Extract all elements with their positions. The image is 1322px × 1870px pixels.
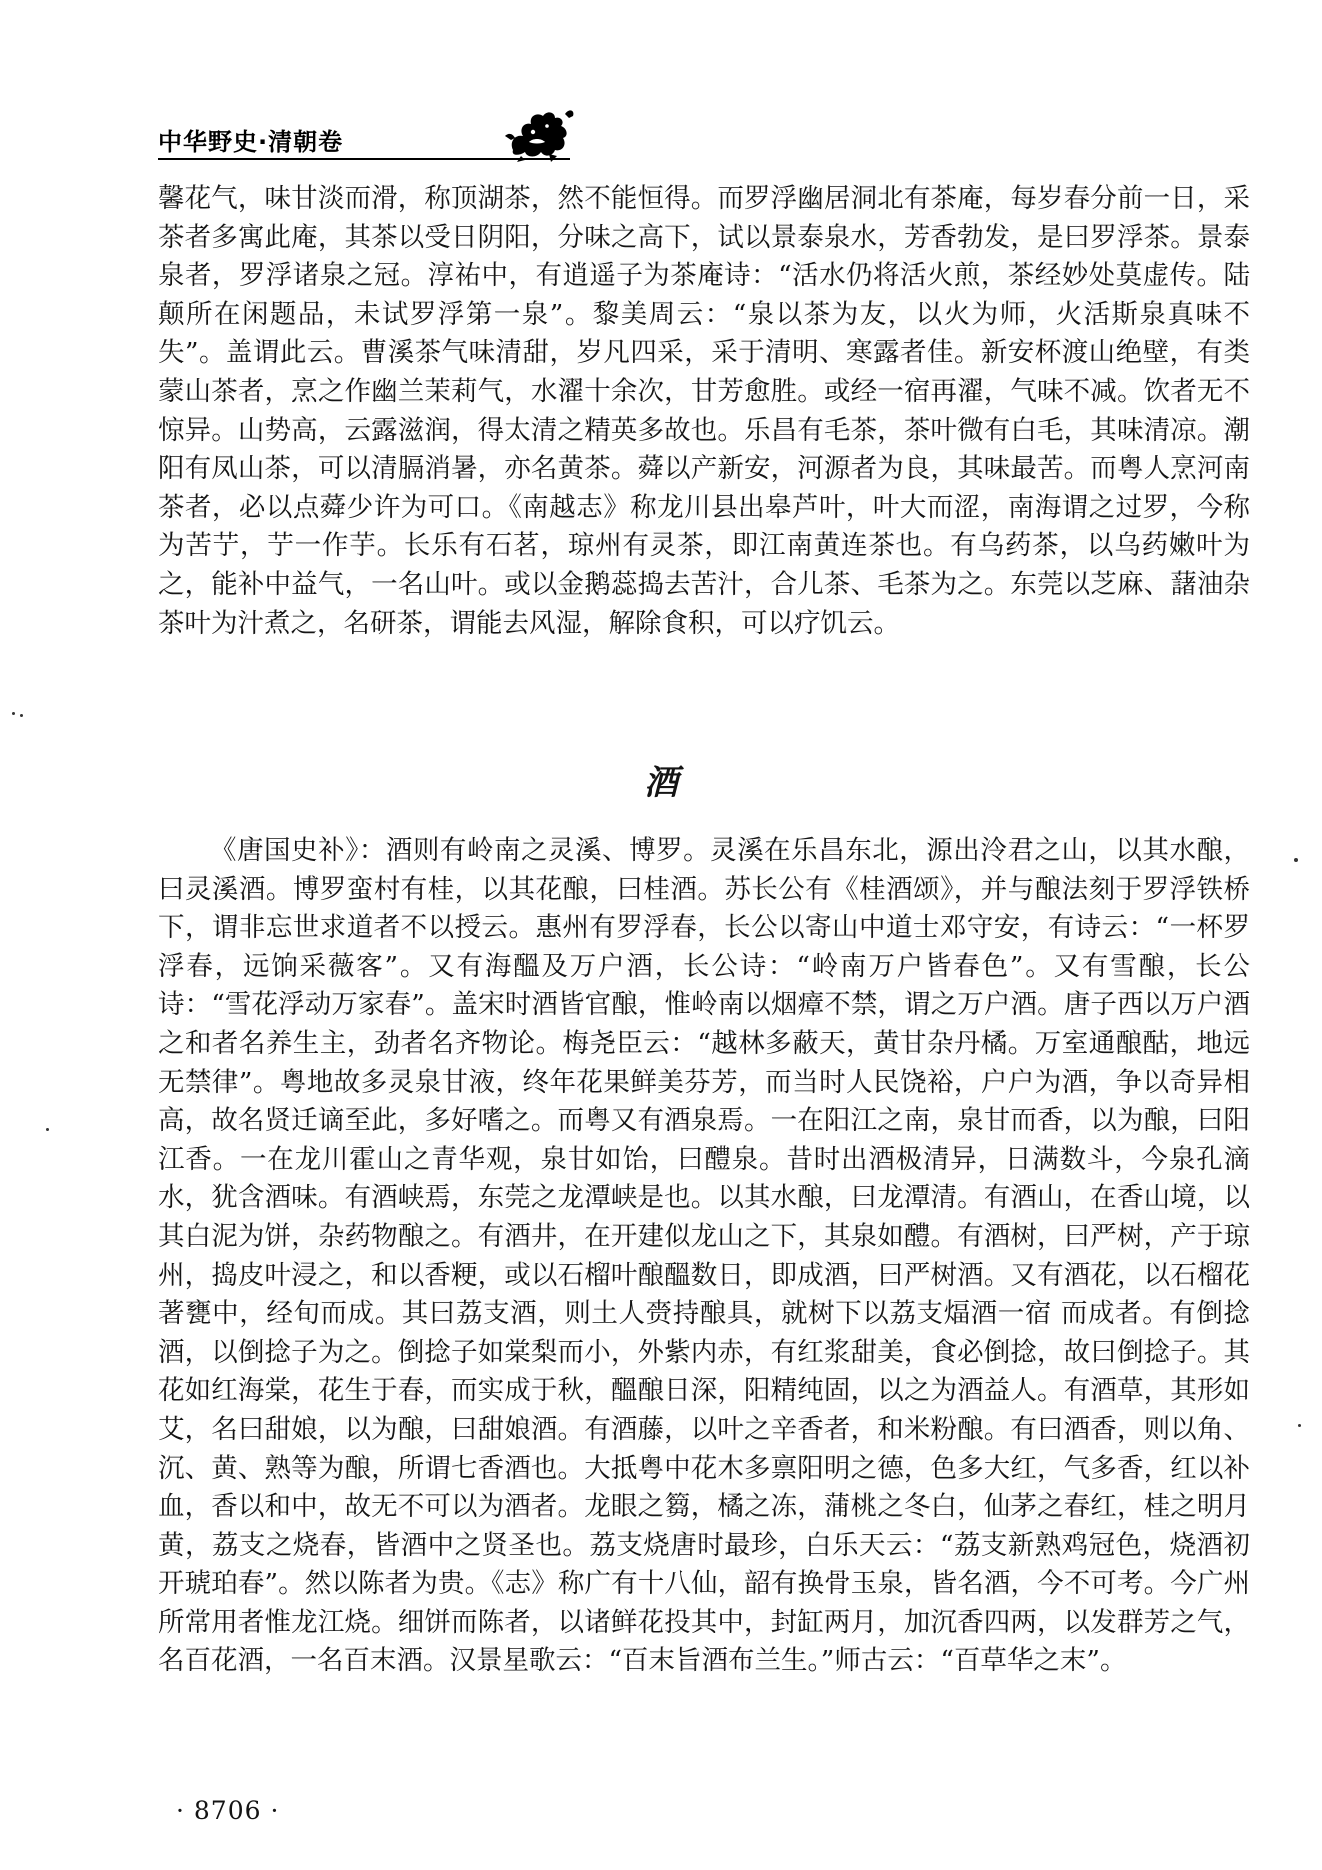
scan-speck [1294, 858, 1298, 862]
header-rule [158, 158, 570, 160]
body-paragraph-wine: 《唐国史补》：酒则有岭南之灵溪、博罗。灵溪在乐昌东北，源出泠君之山，以其水酿，曰灵溪酒。博罗蛮村有桂，以其花酿，曰桂酒。苏长公有《桂酒颂》，并与酿法刻于罗浮铁桥下，谓非忘世求道者不以授云。惠州有罗浮春，长公以寄山中道士邓守安，有诗云：“一杯罗浮春，远饷采薇客”。又有海醞及万户酒，长公诗：“岭南万户皆春色”。又有雪酿，长公诗：“雪花浮动万家春”。盖宋时酒皆官酿，惟岭南以烟瘴不禁，谓之万户酒。唐子西以万户酒之和者名养生主，劲者名齐物论。梅尧臣云：“越林多蔽天，黄甘杂丹橘。万室通酿酤，地远无禁律”。粤地故多灵泉甘液，终年花果鲜美芬芳，而当时人民饶裕，户户为酒，争以奇异相高，故名贤迁谪至此，多好嗜之。而粤又有酒泉焉。一在阳江之南，泉甘而香，以为酿，曰阳江香。一在龙川霍山之青华观，泉甘如饴，曰醴泉。昔时出酒极清异，日满数斗，今泉孔滴水，犹含酒味。有酒峡焉，东莞之龙潭峡是也。以其水酿，曰龙潭清。有酒山，在香山境，以其白泥为饼，杂药物酿之。有酒井，在开建似龙山之下，其泉如醴。有酒树，曰严树，产于琼州，捣皮叶浸之，和以香粳，或以石榴叶酿醞数日，即成酒，曰严树酒。又有酒花，以石榴花著甕中，经旬而成。其曰荔支酒，则土人赍持酿具，就树下以荔支煏酒一宿 而成者。有倒捻酒，以倒捻子为之。倒捻子如棠梨而小，外紫内赤，有红浆甜美，食必倒捻，故曰倒捻子。其花如红海棠，花生于春，而实成于秋，醞酿日深，阳精纯固，以之为酒益人。有酒草，其形如艾，名曰甜娘，以为酿，曰甜娘酒。有酒藤，以叶之辛香者，和米粉酿。有曰酒香，则以角、沉、黄、熟等为酿，所谓七香酒也。大抵粤中花木多禀阳明之德，色多大红，气多香，红以补血，香以和中，故无不可以为酒者。龙眼之篘，橘之冻，蒲桃之冬白，仙茅之春红，桂之明月黄，荔支之烧春，皆酒中之贤圣也。荔支烧唐时最珍，白乐天云：“荔支新熟鸡冠色，烧酒初开琥珀春”。然以陈者为贵。《志》称广有十八仙，韶有换骨玉泉，皆名酒，今不可考。今广州所常用者惟龙江烧。细饼而陈者，以诸鲜花投其中，封缸两月，加沉香四两，以发群芳之气，名百花酒，一名百末酒。汉景星歌云：“百末旨酒布兰生。”师古云：“百草华之末”。 [158, 835, 1250, 1677]
book-title: 中华野史·清朝卷 [158, 128, 344, 156]
scan-speck [46, 1128, 49, 1131]
section-title-wine: 酒 [644, 763, 678, 803]
page-number: · 8706 · [176, 1796, 280, 1825]
scan-speck [12, 712, 15, 715]
running-header [158, 112, 1250, 160]
dragon-emblem-icon [503, 106, 577, 162]
scan-speck [1298, 1424, 1301, 1427]
scan-speck [20, 714, 23, 717]
body-paragraph-tea: 馨花气，味甘淡而滑，称顶湖茶，然不能恒得。而罗浮幽居洞北有茶庵，每岁春分前一日，采茶者多寓此庵，其茶以受日阴阳，分味之高下，试以景泰泉水，芳香勃发，是曰罗浮茶。景泰泉者，罗浮诸泉之冠。淳祐中，有逍遥子为茶庵诗：“活水仍将活火煎，茶经妙处莫虚传。陆颠所在闲题品，未试罗浮第一泉”。黎美周云：“泉以茶为友，以火为师，火活斯泉真味不失”。盖谓此云。曹溪茶气味清甜，岁凡四采，采于清明、寒露者佳。新安杯渡山绝壁，有类蒙山茶者，烹之作幽兰茉莉气，水濯十余次，甘芳愈胜。或经一宿再濯，气味不减。饮者无不惊异。山势高，云露滋润，得太清之精英多故也。乐昌有毛茶，茶叶微有白毛，其味清凉。潮阳有凤山茶，可以清膈消暑，亦名黄茶。蕣以产新安，河源者为良，其味最苦。而粤人烹河南茶者，必以点蕣少许为可口。《南越志》称龙川县出皋芦叶，叶大而涩，南海谓之过罗，今称为苦艼，艼一作芋。长乐有石茗，琼州有灵茶，即江南黄连茶也。有乌药茶，以乌药嫩叶为之，能补中益气，一名山叶。或以金鹅蕊捣去苦汁，合儿茶、毛茶为之。东莞以芝麻、藷油杂茶叶为汁煮之，名研茶，谓能去风湿，解除食积，可以疗饥云。 [158, 183, 1250, 639]
